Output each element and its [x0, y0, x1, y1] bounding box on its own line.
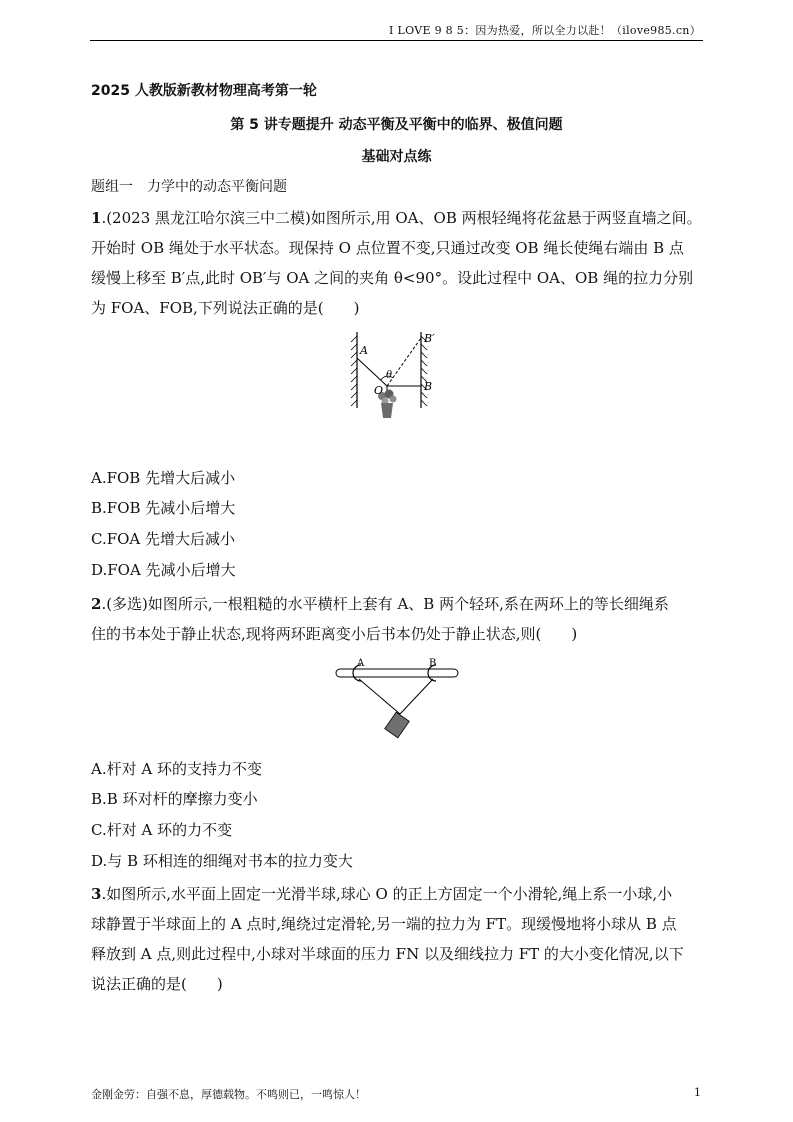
series-title: 2025 人教版新教材物理高考第一轮	[91, 83, 317, 99]
lecture-title: 第 5 讲专题提升 动态平衡及平衡中的临界、极值问题	[230, 117, 563, 133]
q3-line-2: 球静置于半球面上的 A 点时,绳绕过定滑轮,另一端的拉力为 FT。现缓慢地将小球从 B 点	[91, 915, 677, 933]
q1-label-a: A	[360, 344, 368, 357]
q2-number: 2	[91, 595, 102, 613]
q1-line-2: 开始时 OB 绳处于水平状态。现保持 O 点位置不变,只通过改变 OB 绳长使绳右端由 B 点	[91, 239, 684, 257]
q3-line-3: 释放到 A 点,则此过程中,小球对半球面的压力 FN 以及细线拉力 FT 的大小变化情况,以下	[91, 945, 684, 963]
q1-line-3: 缓慢上移至 B′点,此时 OB′与 OA 之间的夹角 θ<90°。设此过程中 OA、OB 绳的拉力分别	[91, 269, 694, 287]
q1-option-b: B.FOB 先减小后增大	[91, 499, 236, 517]
q2-label-a: A	[357, 658, 365, 669]
q3-number: 3	[91, 885, 102, 903]
practice-title: 基础对点练	[361, 149, 432, 165]
q2-option-a: A.杆对 A 环的支持力不变	[91, 760, 262, 778]
q1-label-theta: θ	[386, 370, 393, 381]
q2-line-2: 住的书本处于静止状态,现将两环距离变小后书本仍处于静止状态,则( )	[91, 625, 578, 643]
q2-option-b: B.B 环对杆的摩擦力变小	[91, 790, 258, 808]
q2-option-d: D.与 B 环相连的细绳对书本的拉力变大	[91, 852, 353, 870]
q2-label-b: B	[429, 658, 437, 669]
q1-number: 1	[91, 209, 102, 227]
q2-line-1: 2.(多选)如图所示,一根粗糙的水平横杆上套有 A、B 两个轻环,系在两环上的等长细绳系	[91, 595, 669, 613]
footer-motto: 金刚金劳：自强不息，厚德载物。不鸣则已，一鸣惊人！	[91, 1088, 366, 1101]
q2-figure	[333, 655, 461, 743]
q3-line-4: 说法正确的是( )	[91, 975, 223, 993]
section-heading: 题组一 力学中的动态平衡问题	[91, 179, 287, 195]
page-header: I LOVE 9 8 5：因为热爱，所以全力以赴！（ilove985.cn）	[389, 24, 701, 37]
q3-line-1: 3.如图所示,水平面上固定一光滑半球,球心 O 的正上方固定一个小滑轮,绳上系一小球,小	[91, 885, 673, 903]
q1-line-4: 为 FOA、FOB,下列说法正确的是( )	[91, 299, 360, 317]
question-3	[91, 879, 703, 999]
q2-option-c: C.杆对 A 环的力不变	[91, 821, 233, 839]
q1-option-a: A.FOB 先增大后减小	[91, 469, 236, 487]
q1-label-b: B	[424, 380, 433, 393]
q1-label-o: O	[374, 384, 384, 397]
question-1	[91, 203, 703, 323]
header-divider	[90, 40, 703, 41]
q1-figure	[345, 328, 445, 424]
q1-label-b-prime: B′	[424, 332, 435, 345]
q1-line-1: 1.(2023 黑龙江哈尔滨三中二模)如图所示,用 OA、OB 两根轻绳将花盆悬于两竖直墙之间。	[91, 209, 702, 227]
page-number: 1	[694, 1086, 701, 1099]
question-2	[91, 589, 703, 649]
q1-option-c: C.FOA 先增大后减小	[91, 530, 236, 548]
q1-option-d: D.FOA 先减小后增大	[91, 561, 236, 579]
